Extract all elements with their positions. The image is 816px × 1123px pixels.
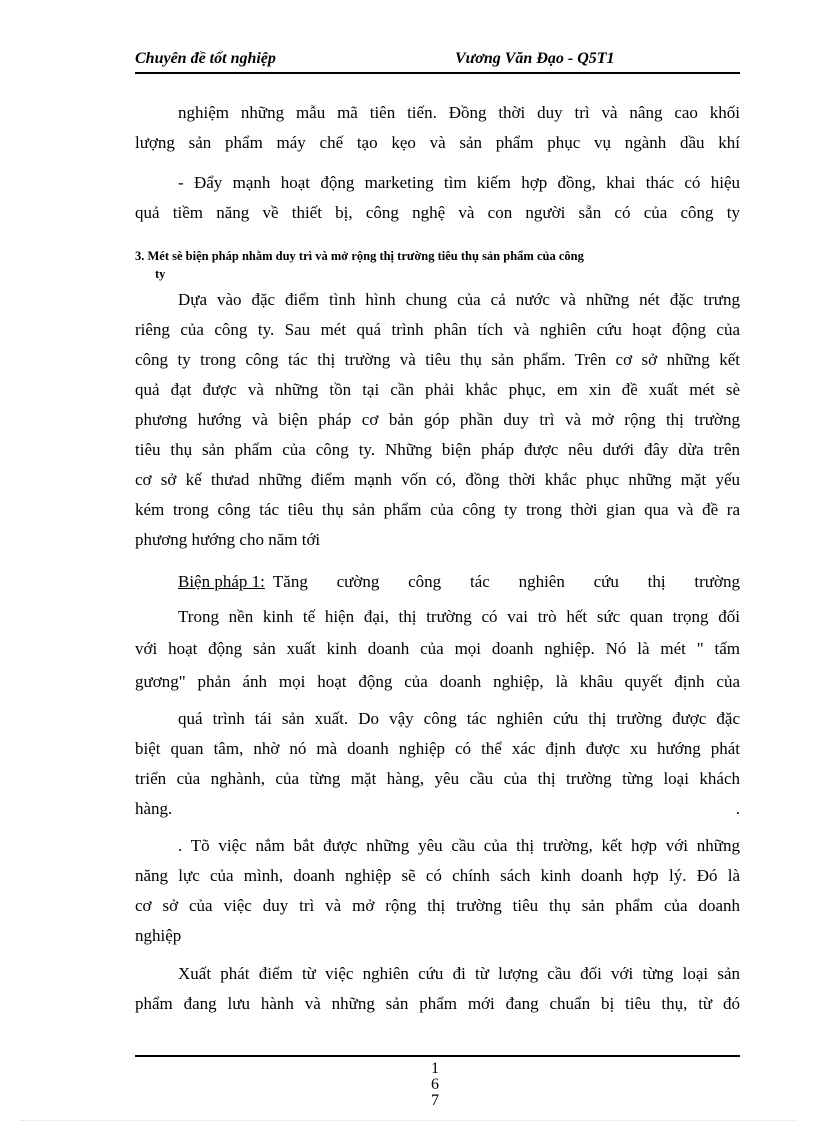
header-author: Vương Văn Đạo - Q5T1 [455, 50, 615, 67]
body-line: . Tõ việc nắm bắt được những yêu cầu của thị trường, kết hợp với những [178, 836, 740, 855]
section-heading [135, 247, 740, 283]
body-line: biệt quan tâm, nhờ nó mà doanh nghiệp có thể xác định được xu hướng phát [135, 739, 740, 758]
measure-text: Tăng cường công tác nghiên cứu thị trường [272, 572, 740, 591]
body-line: - Đẩy mạnh hoạt động marketing tìm kiếm hợp đồng, khai thác có hiệu [178, 173, 740, 192]
page-number-digit: 6 [431, 1076, 439, 1093]
body-line [135, 797, 740, 821]
page-number [425, 1061, 445, 1109]
body-line: nghiệp [135, 926, 182, 945]
page-header [135, 50, 740, 72]
measure-label: Biện pháp 1: [178, 572, 265, 591]
body-line: gương" phản ánh mọi hoạt động của doanh nghiệp, là khâu quyết định của [135, 672, 740, 691]
body-line: phẩm đang lưu hành và những sản phẩm mới đang chuẩn bị tiêu thụ, từ đó [135, 994, 740, 1013]
body-line: quả tiềm năng về thiết bị, công nghệ và con người sẵn có của công ty [135, 203, 740, 222]
page-number-digit: 1 [431, 1060, 439, 1077]
body-line: Trong nền kinh tế hiện đại, thị trường có vai trò hết sức quan trọng đối [178, 607, 740, 626]
body-line: quả đạt được và những tồn tại cần phải khắc phục, em xin đề xuất mét sè [135, 380, 740, 399]
body-line: phương hướng cho năm tới [135, 530, 321, 549]
body-line: kém trong công tác tiêu thụ sản phẩm của công ty trong thời gian qua và đề ra [135, 500, 740, 519]
body-line: quá trình tái sản xuất. Do vậy công tác nghiên cứu thị trường được đặc [178, 709, 740, 728]
body-line-trailing-dot: . [735, 799, 740, 818]
section-heading-line: ty [155, 267, 166, 281]
measure-heading [135, 570, 740, 594]
body-line: Xuất phát điểm từ việc nghiên cứu đi từ lượng cầu đối với từng loại sản [178, 964, 740, 983]
body-line: cơ sở của việc duy trì và mở rộng thị trường tiêu thụ sản phẩm của doanh [135, 896, 740, 915]
body-line: triển của nghành, của từng mặt hàng, yêu cầu của thị trường từng loại khách [135, 769, 740, 788]
body-line: với hoạt động sản xuất kinh doanh của mọi doanh nghiệp. Nó là mét " tấm [135, 639, 740, 658]
body-line: nghiệm những mẫu mã tiên tiến. Đồng thời duy trì và nâng cao khối [178, 103, 740, 122]
page-number-digit: 7 [431, 1092, 439, 1109]
body-line: năng lực của mình, doanh nghiệp sẽ có chính sách kinh doanh hợp lý. Đó là [135, 866, 740, 885]
header-divider [135, 72, 740, 74]
body-line: công ty trong công tác thị trường và tiêu thụ sản phẩm. Trên cơ sở những kết [135, 350, 740, 369]
body-line: Dựa vào đặc điểm tình hình chung của cả nước và những nét đặc trưng [178, 290, 740, 309]
section-heading-line: 3. Mét sè biện pháp nhằm duy trì và mở rộng thị trường tiêu thụ sản phẩm của công [135, 249, 584, 263]
body-line-text: hàng. [135, 799, 173, 818]
page-edge-rule [20, 1120, 796, 1121]
body-line: riêng của công ty. Sau mét quá trình phân tích và nghiên cứu hoạt động của [135, 320, 740, 339]
header-title: Chuyên đề tốt nghiệp [135, 50, 276, 67]
body-line: lượng sản phẩm máy chế tạo kẹo và sản phẩm phục vụ ngành dầu khí [135, 133, 740, 152]
body-line: cơ sở kế thưad những điểm mạnh vốn có, đồng thời khắc phục những mặt yếu [135, 470, 740, 489]
body-line: phương hướng và biện pháp cơ bản góp phần duy trì và mở rộng thị trường [135, 410, 740, 429]
footer-divider [135, 1055, 740, 1057]
body-line: tiêu thụ sản phẩm của công ty. Những biện pháp được nêu dưới đây dừa trên [135, 440, 740, 459]
